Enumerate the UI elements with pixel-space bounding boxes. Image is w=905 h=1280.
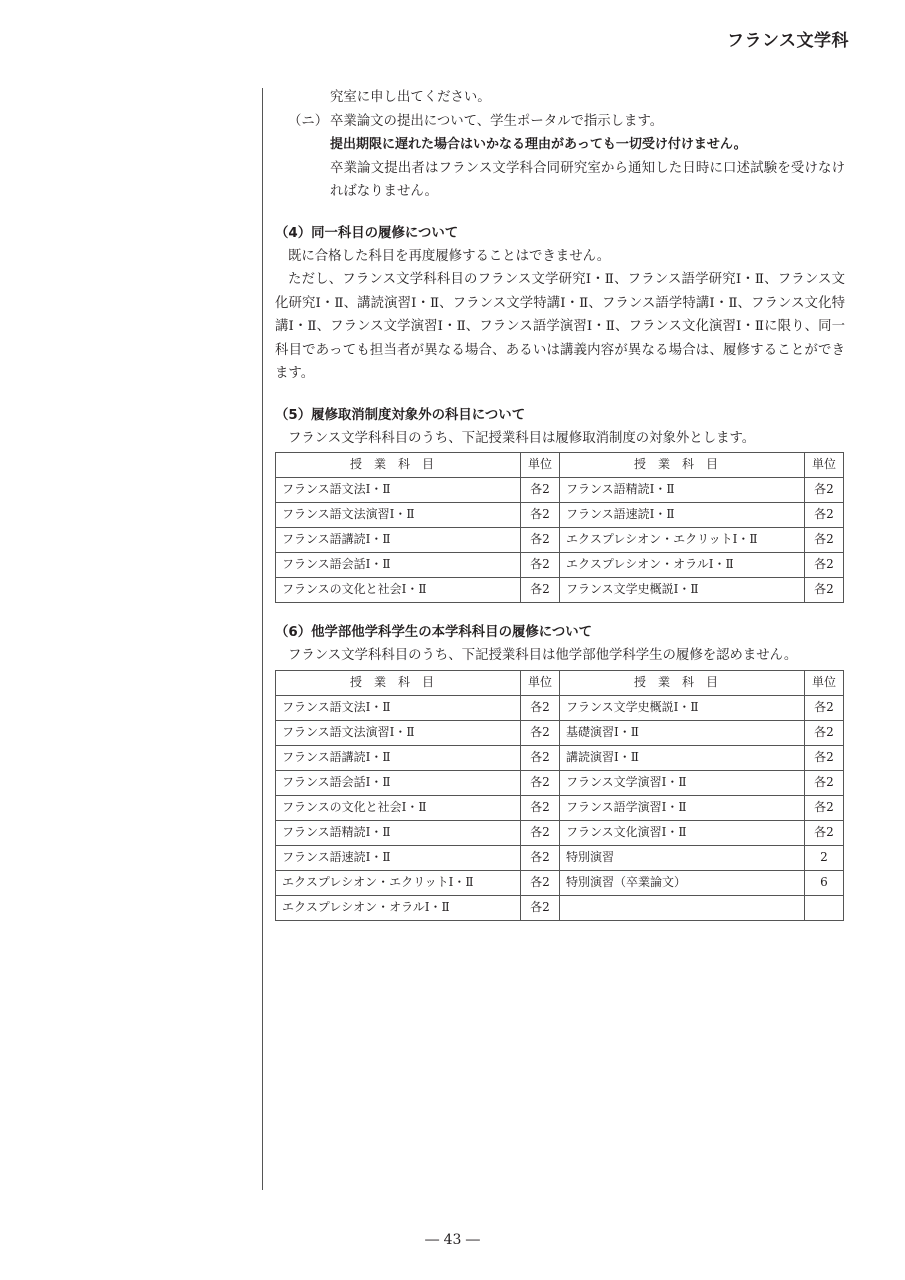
table-row	[276, 770, 844, 795]
table-cell-subject: フランス語精読Ⅰ・Ⅱ	[276, 820, 521, 845]
table-header-unit: 単位	[521, 453, 560, 478]
table-row	[276, 578, 844, 603]
section-paragraph: ただし、フランス文学科科目のフランス文学研究Ⅰ・Ⅱ、フランス語学研究Ⅰ・Ⅱ、フランス文化研究Ⅰ・Ⅱ、講読演習Ⅰ・Ⅱ、フランス文学特講Ⅰ・Ⅱ、フランス語学特講Ⅰ・Ⅱ、フランス文化特講Ⅰ・Ⅱ、フランス文学演習Ⅰ・Ⅱ、フランス語学演習Ⅰ・Ⅱ、フランス文化演習Ⅰ・Ⅱに限り、同一科目であっても担当者が異なる場合、あるいは講義内容が異なる場合は、履修することができます。	[275, 272, 845, 381]
table-cell-unit: 各2	[521, 845, 560, 870]
table-row	[276, 553, 844, 578]
page-header-title: フランス文学科	[727, 31, 849, 51]
table-cell-unit: 各2	[805, 820, 844, 845]
table-header-row	[276, 453, 844, 478]
table-cell-subject: フランス語速読Ⅰ・Ⅱ	[560, 503, 805, 528]
table-row	[276, 895, 844, 920]
table-row	[276, 478, 844, 503]
table-cell-unit: 各2	[521, 528, 560, 553]
list-marker: （ニ）	[288, 113, 329, 129]
table-cell-subject: フランス文学史概説Ⅰ・Ⅱ	[560, 578, 805, 603]
continuation-line: 究室に申し出てください。	[330, 90, 491, 105]
table-header-unit: 単位	[805, 453, 844, 478]
table-cell-unit: 各2	[521, 770, 560, 795]
table-row	[276, 795, 844, 820]
table-cell-unit: 6	[805, 870, 844, 895]
table-cell-unit: 各2	[805, 503, 844, 528]
table-cell-subject	[560, 895, 805, 920]
table-row	[276, 870, 844, 895]
deadline-warning: 提出期限に遅れた場合はいかなる理由があっても一切受け付けません。	[330, 137, 747, 152]
list-item-body	[330, 110, 845, 204]
table-cell-subject: フランス語速読Ⅰ・Ⅱ	[276, 845, 521, 870]
table-header-subject: 授業科目	[560, 670, 805, 695]
table-cell-subject: エクスプレシオン・オラルⅠ・Ⅱ	[276, 895, 521, 920]
section-paragraph: 既に合格した科目を再度履修することはできません。	[288, 248, 611, 264]
table-cell-subject: フランス語文法Ⅰ・Ⅱ	[276, 478, 521, 503]
table-cell-subject: フランス語文法演習Ⅰ・Ⅱ	[276, 503, 521, 528]
list-item-text: 卒業論文提出者はフランス文学科合同研究室から通知した日時に口述試験を受けなければなりません。	[330, 160, 845, 199]
table-cell-subject: フランス文化演習Ⅰ・Ⅱ	[560, 820, 805, 845]
page-number: ― 43 ―	[425, 1232, 480, 1248]
table-cell-subject: エクスプレシオン・オラルⅠ・Ⅱ	[560, 553, 805, 578]
table-cell-unit: 各2	[805, 795, 844, 820]
table-cell-unit: 各2	[521, 695, 560, 720]
table-cell-unit: 2	[805, 845, 844, 870]
table-cell-unit: 各2	[521, 503, 560, 528]
section-4	[275, 222, 845, 386]
table-cell-unit: 各2	[805, 578, 844, 603]
list-item-ni	[275, 110, 845, 204]
table-header-unit: 単位	[521, 670, 560, 695]
table-header-subject: 授業科目	[276, 670, 521, 695]
table-cell-unit: 各2	[805, 478, 844, 503]
table-cell-subject: フランス語会話Ⅰ・Ⅱ	[276, 770, 521, 795]
table-row	[276, 745, 844, 770]
section-5	[275, 404, 845, 604]
table-cell-unit: 各2	[805, 695, 844, 720]
table-header-subject: 授業科目	[560, 453, 805, 478]
table-cell-unit: 各2	[805, 720, 844, 745]
table-cell-unit: 各2	[521, 745, 560, 770]
table-cell-unit	[805, 895, 844, 920]
table-cell-unit: 各2	[521, 553, 560, 578]
table-cell-subject: 特別演習（卒業論文）	[560, 870, 805, 895]
section-paragraph: フランス文学科科目のうち、下記授業科目は他学部他学科学生の履修を認めません。	[288, 648, 798, 663]
table-cell-unit: 各2	[805, 770, 844, 795]
table-cell-subject: フランス文学演習Ⅰ・Ⅱ	[560, 770, 805, 795]
table-cell-unit: 各2	[521, 820, 560, 845]
table-cell-unit: 各2	[521, 870, 560, 895]
table-cell-unit: 各2	[521, 795, 560, 820]
section-paragraph: フランス文学科科目のうち、下記授業科目は履修取消制度の対象外とします。	[288, 430, 756, 446]
table-row	[276, 528, 844, 553]
table-cell-subject: エクスプレシオン・エクリットⅠ・Ⅱ	[276, 870, 521, 895]
section-title: （6）他学部他学科学生の本学科科目の履修について	[275, 625, 593, 640]
table-row	[276, 845, 844, 870]
table-cell-subject: エクスプレシオン・エクリットⅠ・Ⅱ	[560, 528, 805, 553]
table-header-unit: 単位	[805, 670, 844, 695]
table-row	[276, 820, 844, 845]
table-cell-subject: 講読演習Ⅰ・Ⅱ	[560, 745, 805, 770]
table-cell-subject: フランス語講読Ⅰ・Ⅱ	[276, 745, 521, 770]
table-cell-unit: 各2	[521, 578, 560, 603]
table-row	[276, 720, 844, 745]
section-6	[275, 621, 845, 921]
other-faculty-restricted-table	[275, 670, 844, 921]
table-cell-unit: 各2	[805, 528, 844, 553]
table-row	[276, 695, 844, 720]
table-cell-subject: フランス語講読Ⅰ・Ⅱ	[276, 528, 521, 553]
table-cell-subject: 特別演習	[560, 845, 805, 870]
table-header-subject: 授業科目	[276, 453, 521, 478]
table-cell-unit: 各2	[521, 895, 560, 920]
table-cell-subject: フランス文学史概説Ⅰ・Ⅱ	[560, 695, 805, 720]
table-cell-subject: フランスの文化と社会Ⅰ・Ⅱ	[276, 578, 521, 603]
table-cell-unit: 各2	[521, 720, 560, 745]
table-row	[276, 503, 844, 528]
table-header-row	[276, 670, 844, 695]
page-content	[275, 86, 845, 921]
table-cell-subject: フランス語会話Ⅰ・Ⅱ	[276, 553, 521, 578]
table-cell-subject: 基礎演習Ⅰ・Ⅱ	[560, 720, 805, 745]
section-title: （4）同一科目の履修について	[275, 225, 459, 241]
table-cell-unit: 各2	[805, 745, 844, 770]
table-cell-unit: 各2	[805, 553, 844, 578]
table-cell-unit: 各2	[521, 478, 560, 503]
cancellation-exempt-table	[275, 452, 844, 603]
list-item-text: 卒業論文の提出について、学生ポータルで指示します。	[330, 113, 664, 129]
table-cell-subject: フランス語文法Ⅰ・Ⅱ	[276, 695, 521, 720]
margin-rule	[262, 88, 263, 1190]
table-cell-subject: フランス語精読Ⅰ・Ⅱ	[560, 478, 805, 503]
section-title: （5）履修取消制度対象外の科目について	[275, 407, 526, 423]
table-cell-subject: フランス語学演習Ⅰ・Ⅱ	[560, 795, 805, 820]
table-cell-subject: フランスの文化と社会Ⅰ・Ⅱ	[276, 795, 521, 820]
table-cell-subject: フランス語文法演習Ⅰ・Ⅱ	[276, 720, 521, 745]
